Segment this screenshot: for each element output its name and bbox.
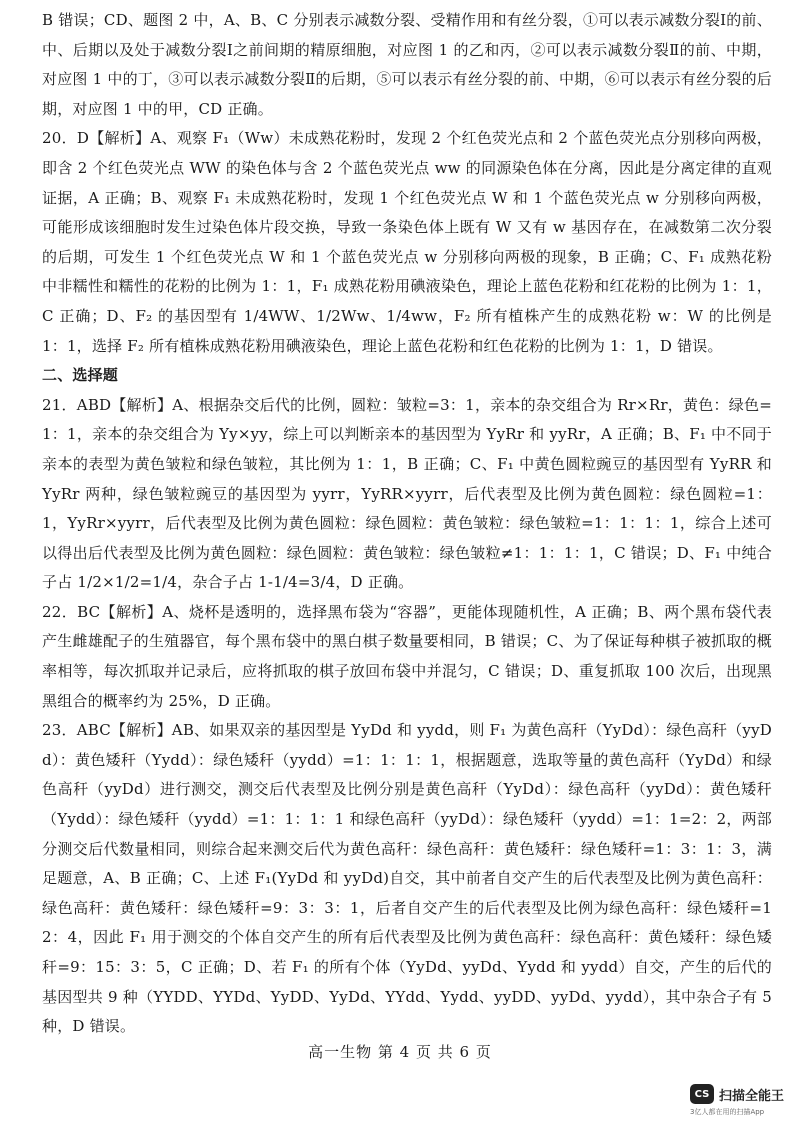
paragraph-19-continued: B 错误；CD、题图 2 中，A、B、C 分别表示减数分裂、受精作用和有丝分裂，①可以表示减数分裂Ⅰ的前、中、后期以及处于减数分裂Ⅰ之前间期的精原细胞，对应图 1 的乙和丙，②可以表示减数分裂Ⅱ的前、中期，对应图 1 中的丁，③可以表示减数分裂Ⅱ的后期，⑤可以表示有丝分裂的前、中期，⑥可以表示有丝分裂的后期，对应图 1 中的甲，CD 正确。 xyxy=(42,11,772,118)
watermark-tagline: 3亿人都在用的扫描App xyxy=(690,1108,765,1116)
scanner-watermark xyxy=(690,1084,795,1117)
paragraph-23: 23．ABC【解析】AB、如果双亲的基因型是 YyDd 和 yydd，则 F₁ 为黄色高秆（YyDd）：绿色高秆（yyDd）：黄色矮秆（Yydd）：绿色矮秆（yydd）=1：1：1：1，根据题意，选取等量的黄色高秆（YyDd）和绿色高秆（yyDd）进行测交，测交后代表型及比例分别是黄色高秆（YyDd）：绿色高秆（yyDd）：黄色矮秆（Yydd）：绿色矮秆（yydd）=1：1：1：1 和绿色高秆（yyDd）：绿色矮秆（yydd）=1：1=2：2，两部分测交后代数量相同，则综合起来测交后代为黄色高秆：绿色高秆：黄色矮秆：绿色矮秆=1：3：1：3，满足题意，A、B 正确；C、上述 F₁(YyDd 和 yyDd)自交，其中前者自交产生的后代表型及比例为黄色高秆：绿色高秆：黄色矮秆：绿色矮秆=9：3：3：1，后者自交产生的后代表型及比例为绿色高秆：绿色矮秆=12：4，因此 F₁ 用于测交的个体自交产生的所有后代表型及比例为黄色高秆：绿色高秆：黄色矮秆：绿色矮秆=9：15：3：5，C 正确；D、若 F₁ 的所有个体（YyDd、yyDd、Yydd 和 yydd）自交，产生的后代的基因型共 9 种（YYDD、YYDd、YyDD、YyDd、YYdd、Yydd、yyDD、yyDd、yydd），其中杂合子有 5 种，D 错误。 xyxy=(42,721,772,1036)
paragraph-20: 20．D【解析】A、观察 F₁（Ww）未成熟花粉时，发现 2 个红色荧光点和 2 个蓝色荧光点分别移向两极，即含 2 个红色荧光点 WW 的染色体与含 2 个蓝色荧光点 ww 的同源染色体在分离，因此是分离定律的直观证据，A 正确；B、观察 F₁ 未成熟花粉时，发现 1 个红色荧光点 W 和 1 个蓝色荧光点 w 分别移向两极，可能形成该细胞时发生过染色体片段交换，导致一条染色体上既有 W 又有 w 基因存在，在减数第二次分裂的后期，可发生 1 个红色荧光点 W 和 1 个蓝色荧光点 w 分别移向两极的现象，B 正确；C、F₁ 成熟花粉中非糯性和糯性的花粉的比例为 1：1，F₁ 成熟花粉用碘液染色，理论上蓝色花粉和红花粉的比例为 1：1，C 正确；D、F₂ 的基因型有 1/4WW、1/2Ww、1/4ww，F₂ 所有植株产生的成熟花粉 w：W 的比例是 1：1，选择 F₂ 所有植株成熟花粉用碘液染色，理论上蓝色花粉和红色花粉的比例为 1：1，D 错误。 xyxy=(42,129,772,355)
document-body xyxy=(42,6,772,1042)
paragraph-22: 22．BC【解析】A、烧杯是透明的，选择黑布袋为“容器”，更能体现随机性，A 正确；B、两个黑布袋代表产生雌雄配子的生殖器官，每个黑布袋中的黑白棋子数量要相同，B 错误；C、为了保证每种棋子被抓取的概率相等，每次抓取并记录后，应将抓取的棋子放回布袋中并混匀，C 错误；D、重复抓取 100 次后，出现黑黑组合的概率约为 25%，D 正确。 xyxy=(42,602,772,710)
watermark-app-name: 扫描全能王 xyxy=(719,1088,785,1104)
section-heading: 二、选择题 xyxy=(42,366,119,385)
paragraph-21: 21．ABD【解析】A、根据杂交后代的比例，圆粒：皱粒=3：1，亲本的杂交组合为 Rr×Rr，黄色：绿色=1：1，亲本的杂交组合为 Yy×yy，综上可以判断亲本的基因型为 YyRr 和 yyRr，A 正确；B、F₁ 中不同于亲本的表型为黄色皱粒和绿色皱粒，其比例为 1：1，B 正确；C、F₁ 中黄色圆粒豌豆的基因型有 YyRR 和 YyRr 两种，绿色皱粒豌豆的基因型为 yyrr，YyRR×yyrr，后代表型及比例为黄色圆粒：绿色圆粒=1：1，YyRr×yyrr，后代表型及比例为黄色圆粒：绿色圆粒：黄色皱粒：绿色皱粒=1：1：1：1，综合上述可以得出后代表型及比例为黄色圆粒：绿色圆粒：黄色皱粒：绿色皱粒≠1：1：1：1，C 错误；D、F₁ 中纯合子占 1/2×1/2=1/4，杂合子占 1-1/4=3/4，D 正确。 xyxy=(42,395,772,592)
page-footer: 高一生物 第 4 页 共 6 页 xyxy=(308,1043,492,1061)
camscanner-logo-icon: CS xyxy=(690,1084,714,1104)
